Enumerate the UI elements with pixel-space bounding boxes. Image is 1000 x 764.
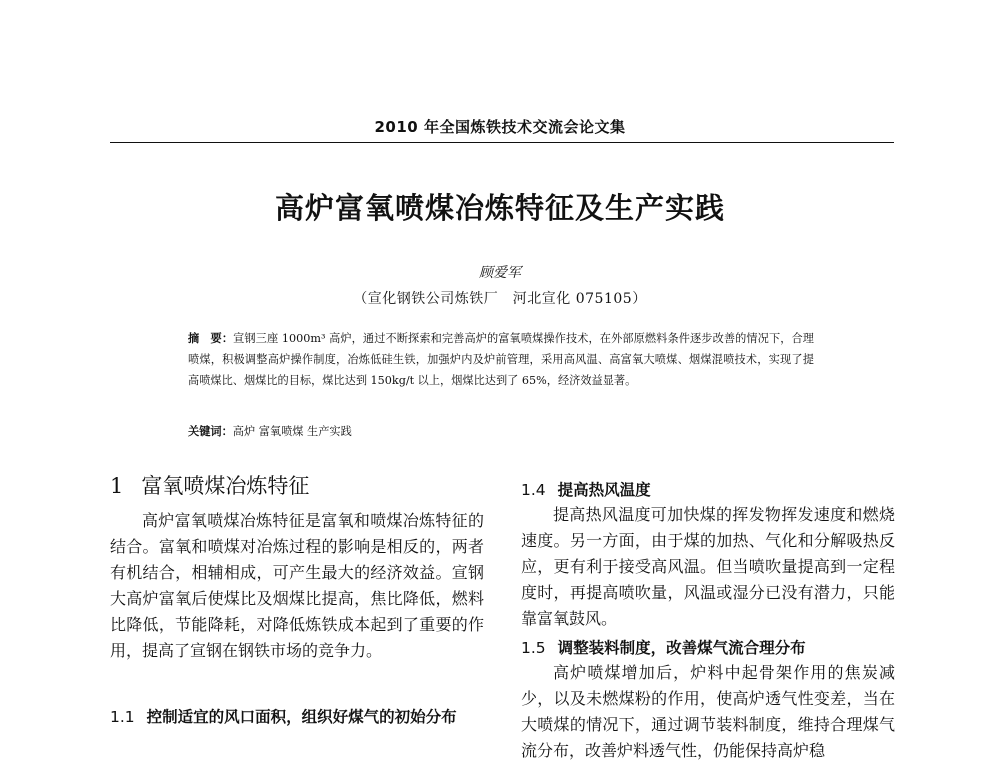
section-1-1-heading: [110, 704, 484, 730]
section-1-5-body: [521, 660, 895, 764]
section-1-paragraph: 高炉富氧喷煤冶炼特征是富氧和喷煤冶炼特征的结合。富氧和喷煤对冶炼过程的影响是相反的，两者有机结合，相辅相成，可产生最大的经济效益。宣钢大高炉富氧后使煤比及烟煤比提高，焦比降低，燃料比降低，节能降耗，对降低炼铁成本起到了重要的作用，提高了宣钢在钢铁市场的竞争力。: [110, 511, 484, 660]
keywords: [188, 423, 814, 439]
section-1-1-title: 控制适宜的风口面积，组织好煤气的初始分布: [146, 708, 457, 726]
section-1-1-number: 1.1: [110, 708, 135, 726]
section-1-5-paragraph: 高炉喷煤增加后，炉料中起骨架作用的焦炭减少，以及未燃煤粉的作用，使高炉透气性变差，当在大喷煤的情况下，通过调节装料制度，维持合理煤气流分布，改善炉料透气性，仍能保持高炉稳: [521, 663, 895, 760]
abstract-label: 摘 要：: [188, 332, 234, 345]
affiliation: （宣化钢铁公司炼铁厂 河北宣化 075105）: [353, 291, 647, 307]
author-name: 顾爱军: [479, 265, 521, 281]
section-1-4-body: [521, 502, 895, 632]
abstract-text: 宣钢三座 1000m³ 高炉，通过不断探索和完善高炉的富氧喷煤操作技术，在外部原燃料条件逐步改善的情况下，合理喷煤，积极调整高炉操作制度，冶炼低硅生铁，加强炉内及炉前管理，采用高风温、高富氧大喷煤、烟煤混喷技术，实现了提高喷煤比、烟煤比的目标，煤比达到 150kg/t 以上，烟煤比达到了 65%，经济效益显著。: [188, 332, 814, 387]
section-1-number: 1: [110, 474, 124, 498]
header-rule: [110, 142, 894, 143]
section-1-title: 富氧喷煤冶炼特征: [141, 474, 310, 498]
section-1-heading: [110, 470, 309, 500]
section-1-5-heading: [521, 636, 895, 658]
abstract: [188, 328, 814, 391]
section-1-4-heading: [521, 478, 895, 500]
section-1-5-number: 1.5: [521, 639, 546, 657]
section-1-body: [110, 508, 484, 664]
keywords-text: 高炉 富氧喷煤 生产实践: [232, 425, 352, 438]
running-header: 2010 年全国炼铁技术交流会论文集: [374, 118, 626, 136]
keywords-label: 关键词：: [188, 425, 233, 438]
section-1-4-title: 提高热风温度: [557, 481, 651, 499]
section-1-4-paragraph: 提高热风温度可加快煤的挥发物挥发速度和燃烧速度。另一方面，由于煤的加热、气化和分解吸热反应，更有利于接受高风温。但当喷吹量提高到一定程度时，再提高喷吹量，风温或湿分已没有潜力，只能靠富氧鼓风。: [521, 505, 895, 628]
paper-title: 高炉富氧喷煤冶炼特征及生产实践: [274, 191, 725, 225]
section-1-4-number: 1.4: [521, 481, 546, 499]
section-1-5-title: 调整装料制度，改善煤气流合理分布: [557, 639, 806, 657]
